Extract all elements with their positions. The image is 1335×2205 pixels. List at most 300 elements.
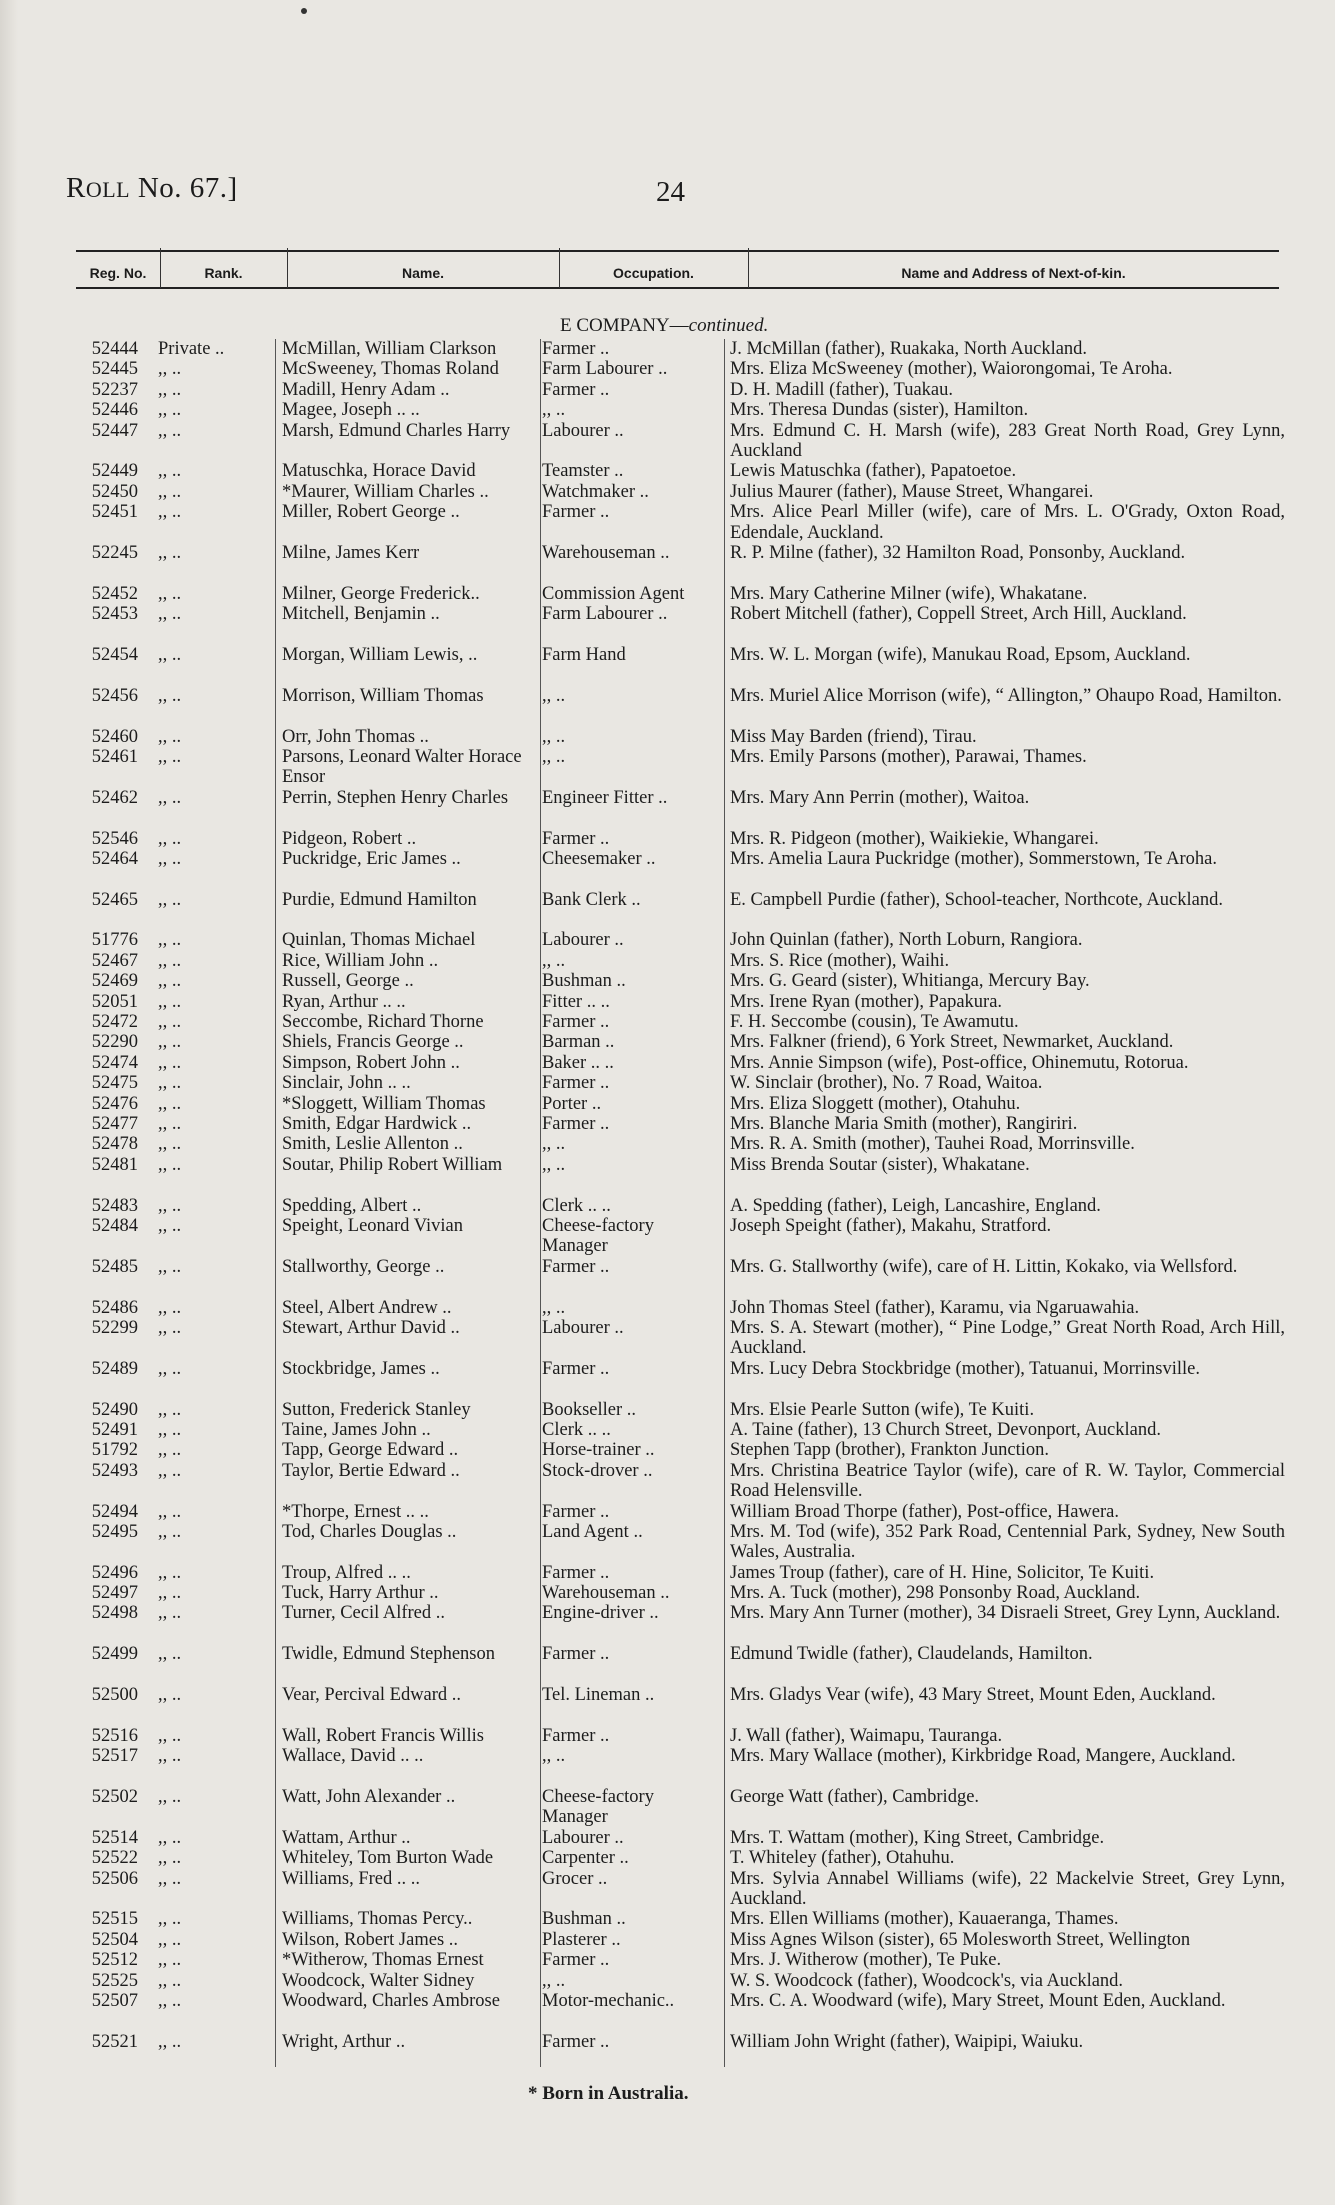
- rank: ,, ..: [158, 1032, 182, 1053]
- rank: ,, ..: [158, 1950, 182, 1971]
- next-of-kin: Joseph Speight (father), Makahu, Stratford.: [730, 1215, 1052, 1236]
- reg-number: 52504: [91, 1929, 138, 1950]
- rank: ,, ..: [158, 726, 182, 747]
- table-row: [0, 1828, 1335, 1848]
- table-row: [0, 1522, 1335, 1563]
- table-row: [0, 747, 1335, 788]
- rank: ,, ..: [158, 1583, 182, 1604]
- table-row: [0, 584, 1335, 604]
- company-continued: continued.: [688, 315, 769, 336]
- soldier-name: Williams, Thomas Percy..: [282, 1909, 473, 1930]
- soldier-name: Wall, Robert Francis Willis: [282, 1725, 484, 1746]
- next-of-kin: Mrs. Mary Ann Perrin (mother), Waitoa.: [730, 787, 1030, 808]
- reg-number: 52484: [91, 1215, 138, 1236]
- soldier-name: Rice, William John ..: [282, 950, 439, 971]
- rank: ,, ..: [158, 930, 182, 951]
- occupation: Farmer ..: [542, 1114, 610, 1134]
- table-row: [0, 1155, 1335, 1196]
- soldier-name: Soutar, Philip Robert William: [282, 1154, 503, 1175]
- rank: ,, ..: [158, 1991, 182, 2011]
- occupation: Fitter .. ..: [542, 991, 610, 1012]
- next-of-kin: James Troup (father), care of H. Hine, Solicitor, Te Kuiti.: [730, 1562, 1155, 1583]
- soldier-name: Tapp, George Edward ..: [282, 1440, 459, 1461]
- reg-number: 52464: [91, 848, 138, 869]
- reg-number: 52522: [91, 1848, 138, 1869]
- soldier-name: Marsh, Edmund Charles Harry: [282, 420, 511, 441]
- table-row: [0, 461, 1335, 481]
- soldier-name: Williams, Fred .. ..: [282, 1868, 420, 1889]
- table-row: [0, 421, 1335, 462]
- soldier-name: Mitchell, Benjamin ..: [282, 604, 440, 625]
- reg-number: 52512: [91, 1950, 138, 1971]
- next-of-kin: R. P. Milne (father), 32 Hamilton Road, Ponsonby, Auckland.: [730, 542, 1186, 563]
- reg-number: 52516: [91, 1725, 138, 1746]
- table-row: [0, 1012, 1335, 1032]
- table-row: [0, 1583, 1335, 1603]
- reg-number: 52502: [91, 1787, 138, 1808]
- reg-number: 51792: [91, 1440, 138, 1461]
- rank: ,, ..: [158, 359, 182, 380]
- rank: ,, ..: [158, 1358, 182, 1379]
- reg-number: 52506: [91, 1868, 138, 1889]
- reg-number: 52444: [91, 339, 138, 359]
- occupation: Farmer ..: [542, 1501, 610, 1522]
- occupation: ,, ..: [542, 685, 566, 706]
- ink-speck: [301, 8, 307, 14]
- next-of-kin: Lewis Matuschka (father), Papatoetoe.: [730, 461, 1017, 482]
- reg-number: 52454: [91, 644, 138, 665]
- occupation: Farmer ..: [542, 2031, 610, 2052]
- soldier-name: Tuck, Harry Arthur ..: [282, 1583, 439, 1604]
- rank: Private ..: [158, 339, 225, 359]
- rank: ,, ..: [158, 1052, 182, 1073]
- soldier-name: Miller, Robert George ..: [282, 502, 460, 523]
- rank: ,, ..: [158, 1440, 182, 1461]
- table-row: [0, 1869, 1335, 1910]
- occupation: Commission Agent: [542, 583, 685, 604]
- reg-number: 52299: [91, 1317, 138, 1338]
- rank: ,, ..: [158, 1093, 182, 1114]
- reg-number: 52462: [91, 787, 138, 808]
- table-row: [0, 1420, 1335, 1440]
- rank: ,, ..: [158, 1725, 182, 1746]
- rank: ,, ..: [158, 1256, 182, 1277]
- rank: ,, ..: [158, 542, 182, 563]
- soldier-name: Madill, Henry Adam ..: [282, 379, 450, 400]
- next-of-kin: Mrs. Gladys Vear (wife), 43 Mary Street, Mount Eden, Auckland.: [730, 1685, 1216, 1706]
- table-row: [0, 482, 1335, 502]
- col-header-occupation: Occupation.: [613, 265, 694, 281]
- table-row: [0, 645, 1335, 686]
- next-of-kin: Mrs. Sylvia Annabel Williams (wife), 22 Mackelvie Street, Grey Lynn, Auckland.: [730, 1868, 1285, 1910]
- next-of-kin: Mrs. Eliza McSweeney (mother), Waiorongomai, Te Aroha.: [730, 359, 1173, 380]
- reg-number: 52469: [91, 971, 138, 992]
- occupation: Farmer ..: [542, 1256, 610, 1277]
- occupation: Farmer ..: [542, 502, 610, 523]
- reg-number: 52525: [91, 1970, 138, 1991]
- soldier-name: Stallworthy, George ..: [282, 1256, 445, 1277]
- rank: ,, ..: [158, 1399, 182, 1420]
- soldier-name: Milne, James Kerr: [282, 542, 420, 563]
- reg-number: 52461: [91, 746, 138, 767]
- soldier-name: Purdie, Edmund Hamilton: [282, 889, 477, 910]
- reg-number: 52472: [91, 1012, 138, 1033]
- rank: ,, ..: [158, 950, 182, 971]
- next-of-kin: E. Campbell Purdie (father), School-teacher, Northcote, Auckland.: [730, 889, 1223, 910]
- next-of-kin: John Thomas Steel (father), Karamu, via Ngaruawahia.: [730, 1297, 1140, 1318]
- soldier-name: *Thorpe, Ernest .. ..: [282, 1501, 429, 1522]
- rank: ,, ..: [158, 461, 182, 482]
- table-row: [0, 1950, 1335, 1970]
- reg-number: 52490: [91, 1399, 138, 1420]
- reg-number: 52546: [91, 828, 138, 849]
- soldier-name: *Witherow, Thomas Ernest: [282, 1950, 484, 1971]
- occupation: ,, ..: [542, 1970, 566, 1991]
- next-of-kin: Mrs. Blanche Maria Smith (mother), Rangiriri.: [730, 1114, 1078, 1134]
- table-row: [0, 788, 1335, 829]
- reg-number: 52476: [91, 1093, 138, 1114]
- rank: ,, ..: [158, 1827, 182, 1848]
- occupation: Engineer Fitter ..: [542, 787, 668, 808]
- next-of-kin: Mrs. Mary Catherine Milner (wife), Whakatane.: [730, 583, 1088, 604]
- next-of-kin: Mrs. Mary Wallace (mother), Kirkbridge Road, Mangere, Auckland.: [730, 1746, 1236, 1767]
- soldier-name: Magee, Joseph .. ..: [282, 400, 420, 421]
- occupation: Engine-driver ..: [542, 1603, 659, 1624]
- table-row: [0, 1053, 1335, 1073]
- next-of-kin: Mrs. J. Witherow (mother), Te Puke.: [730, 1950, 1002, 1971]
- reg-number: 52465: [91, 889, 138, 910]
- soldier-name: McSweeney, Thomas Roland: [282, 359, 499, 380]
- footnote: * Born in Australia.: [528, 2083, 689, 2104]
- next-of-kin: Mrs. Alice Pearl Miller (wife), care of Mrs. L. O'Grady, Oxton Road, Edendale, Auckland.: [730, 502, 1285, 543]
- rank: ,, ..: [158, 1154, 182, 1175]
- table-row: [0, 1196, 1335, 1216]
- rank: ,, ..: [158, 379, 182, 400]
- col-header-rank: Rank.: [204, 265, 243, 281]
- soldier-name: Steel, Albert Andrew ..: [282, 1297, 452, 1318]
- soldier-name: Ryan, Arthur .. ..: [282, 991, 406, 1012]
- soldier-name: Seccombe, Richard Thorne: [282, 1012, 484, 1033]
- occupation: ,, ..: [542, 726, 566, 747]
- table-row: [0, 2032, 1335, 2052]
- rank: ,, ..: [158, 746, 182, 767]
- soldier-name: Wright, Arthur ..: [282, 2031, 406, 2052]
- soldier-name: Sutton, Frederick Stanley: [282, 1399, 471, 1420]
- soldier-name: Speight, Leonard Vivian: [282, 1215, 463, 1236]
- reg-number: 52517: [91, 1746, 138, 1767]
- rank: ,, ..: [158, 2031, 182, 2052]
- next-of-kin: Mrs. R. A. Smith (mother), Tauhei Road, Morrinsville.: [730, 1134, 1135, 1155]
- reg-number: 52485: [91, 1256, 138, 1277]
- next-of-kin: Mrs. Edmund C. H. Marsh (wife), 283 Great North Road, Grey Lynn, Auckland: [730, 420, 1285, 461]
- rank: ,, ..: [158, 604, 182, 625]
- table-row: [0, 971, 1335, 991]
- table-row: [0, 1400, 1335, 1420]
- table-row: [0, 502, 1335, 543]
- next-of-kin: Mrs. Christina Beatrice Taylor (wife), care of R. W. Taylor, Commercial Road Helensville.: [730, 1460, 1285, 1502]
- soldier-name: Smith, Leslie Allenton ..: [282, 1134, 463, 1155]
- occupation: Farmer ..: [542, 1950, 610, 1971]
- col-header-reg: Reg. No.: [89, 265, 147, 281]
- table-row: [0, 1094, 1335, 1114]
- occupation: Tel. Lineman ..: [542, 1685, 655, 1706]
- rank: ,, ..: [158, 828, 182, 849]
- occupation: ,, ..: [542, 950, 566, 971]
- reg-number: 52475: [91, 1073, 138, 1094]
- next-of-kin: Mrs. W. L. Morgan (wife), Manukau Road, Epsom, Auckland.: [730, 644, 1191, 665]
- rank: ,, ..: [158, 502, 182, 523]
- soldier-name: Matuschka, Horace David: [282, 461, 476, 482]
- next-of-kin: A. Spedding (father), Leigh, Lancashire, England.: [730, 1195, 1101, 1216]
- soldier-name: Quinlan, Thomas Michael: [282, 930, 476, 951]
- reg-number: 52489: [91, 1358, 138, 1379]
- soldier-name: Pidgeon, Robert ..: [282, 828, 417, 849]
- table-row: [0, 1685, 1335, 1726]
- rank: ,, ..: [158, 889, 182, 910]
- rank: ,, ..: [158, 420, 182, 441]
- occupation: Warehouseman ..: [542, 1583, 670, 1604]
- next-of-kin: W. S. Woodcock (father), Woodcock's, via Auckland.: [730, 1970, 1124, 1991]
- rank: ,, ..: [158, 1297, 182, 1318]
- reg-number: 52477: [91, 1114, 138, 1134]
- table-row: [0, 1440, 1335, 1460]
- occupation: Labourer ..: [542, 1317, 624, 1338]
- rank: ,, ..: [158, 1868, 182, 1889]
- table-row: [0, 1216, 1335, 1257]
- reg-number: 52498: [91, 1603, 138, 1624]
- next-of-kin: Mrs. Eliza Sloggett (mother), Otahuhu.: [730, 1093, 1021, 1114]
- occupation: Bushman ..: [542, 1909, 626, 1930]
- next-of-kin: Mrs. G. Geard (sister), Whitianga, Mercury Bay.: [730, 971, 1090, 992]
- next-of-kin: Mrs. Falkner (friend), 6 York Street, Newmarket, Auckland.: [730, 1032, 1174, 1053]
- occupation: Cheese-factory Manager: [542, 1787, 654, 1828]
- soldier-name: Shiels, Francis George ..: [282, 1032, 464, 1053]
- rank: ,, ..: [158, 848, 182, 869]
- next-of-kin: Mrs. Amelia Laura Puckridge (mother), Sommerstown, Te Aroha.: [730, 848, 1217, 869]
- table-row: [0, 1930, 1335, 1950]
- next-of-kin: Mrs. Mary Ann Turner (mother), 34 Disraeli Street, Grey Lynn, Auckland.: [730, 1603, 1281, 1624]
- reg-number: 52290: [91, 1032, 138, 1053]
- occupation: Grocer ..: [542, 1868, 608, 1889]
- occupation: Farm Labourer ..: [542, 359, 668, 380]
- reg-number: 52481: [91, 1154, 138, 1175]
- reg-number: 52491: [91, 1419, 138, 1440]
- occupation: Clerk .. ..: [542, 1419, 611, 1440]
- occupation: Farm Hand: [542, 644, 626, 665]
- next-of-kin: Mrs. Annie Simpson (wife), Post-office, Ohinemutu, Rotorua.: [730, 1052, 1189, 1073]
- rank: ,, ..: [158, 971, 182, 992]
- next-of-kin: Miss Agnes Wilson (sister), 65 Molesworth Street, Wellington: [730, 1929, 1191, 1950]
- table-row: [0, 686, 1335, 727]
- occupation: Porter ..: [542, 1093, 602, 1114]
- table-row: [0, 359, 1335, 379]
- occupation: Farmer ..: [542, 1725, 610, 1746]
- company-heading: [560, 315, 768, 337]
- reg-number: 52460: [91, 726, 138, 747]
- soldier-name: Taylor, Bertie Edward ..: [282, 1460, 460, 1481]
- table-row: [0, 829, 1335, 849]
- rank: ,, ..: [158, 1134, 182, 1155]
- table-row: [0, 400, 1335, 420]
- rank: ,, ..: [158, 1073, 182, 1094]
- soldier-name: Perrin, Stephen Henry Charles: [282, 787, 509, 808]
- next-of-kin: Mrs. Muriel Alice Morrison (wife), “ Allington,” Ohaupo Road, Hamilton.: [730, 685, 1282, 706]
- reg-number: 52499: [91, 1644, 138, 1665]
- table-row: [0, 951, 1335, 971]
- table-row: [0, 1359, 1335, 1400]
- reg-number: 52497: [91, 1583, 138, 1604]
- occupation: Motor-mechanic..: [542, 1991, 675, 2011]
- reg-number: 52451: [91, 502, 138, 523]
- table-row: [0, 1298, 1335, 1318]
- reg-number: 52495: [91, 1521, 138, 1542]
- next-of-kin: Mrs. T. Wattam (mother), King Street, Cambridge.: [730, 1827, 1105, 1848]
- rank: ,, ..: [158, 1970, 182, 1991]
- next-of-kin: Mrs. S. A. Stewart (mother), “ Pine Lodge,” Great North Road, Arch Hill, Auckland.: [730, 1317, 1285, 1359]
- table-row: [0, 1461, 1335, 1502]
- next-of-kin: Mrs. G. Stallworthy (wife), care of H. Littin, Kokako, via Wellsford.: [730, 1256, 1238, 1277]
- rank: ,, ..: [158, 1419, 182, 1440]
- occupation: Plasterer ..: [542, 1929, 621, 1950]
- rank: ,, ..: [158, 400, 182, 421]
- next-of-kin: Mrs. Irene Ryan (mother), Papakura.: [730, 991, 1003, 1012]
- rank: ,, ..: [158, 1195, 182, 1216]
- next-of-kin: Mrs. R. Pidgeon (mother), Waikiekie, Whangarei.: [730, 828, 1099, 849]
- next-of-kin: Mrs. Elsie Pearle Sutton (wife), Te Kuiti.: [730, 1399, 1035, 1420]
- occupation: Bushman ..: [542, 971, 626, 992]
- next-of-kin: D. H. Madill (father), Tuakau.: [730, 379, 953, 400]
- next-of-kin: Miss May Barden (friend), Tirau.: [730, 726, 977, 747]
- rank: ,, ..: [158, 644, 182, 665]
- soldier-name: Puckridge, Eric James ..: [282, 848, 461, 869]
- soldier-name: Smith, Edgar Hardwick ..: [282, 1114, 472, 1134]
- occupation: Land Agent ..: [542, 1521, 643, 1542]
- rank: ,, ..: [158, 1787, 182, 1808]
- occupation: ,, ..: [542, 1297, 566, 1318]
- reg-number: 52446: [91, 400, 138, 421]
- reg-number: 52515: [91, 1909, 138, 1930]
- occupation: ,, ..: [542, 1746, 566, 1767]
- rank: ,, ..: [158, 1562, 182, 1583]
- rank: ,, ..: [158, 1929, 182, 1950]
- occupation: Barman ..: [542, 1032, 615, 1053]
- reg-number: 52051: [91, 991, 138, 1012]
- table-row: [0, 1114, 1335, 1134]
- reg-number: 52494: [91, 1501, 138, 1522]
- rank: ,, ..: [158, 1603, 182, 1624]
- occupation: Clerk .. ..: [542, 1195, 611, 1216]
- table-row: [0, 1971, 1335, 1991]
- soldier-name: Woodcock, Walter Sidney: [282, 1970, 475, 1991]
- next-of-kin: F. H. Seccombe (cousin), Te Awamutu.: [730, 1012, 1019, 1033]
- rank: ,, ..: [158, 685, 182, 706]
- next-of-kin: Mrs. C. A. Woodward (wife), Mary Street, Mount Eden, Auckland.: [730, 1991, 1226, 2011]
- soldier-name: Milner, George Frederick..: [282, 583, 480, 604]
- occupation: ,, ..: [542, 400, 566, 421]
- soldier-name: Morgan, William Lewis, ..: [282, 644, 478, 665]
- next-of-kin: Mrs. Emily Parsons (mother), Parawai, Thames.: [730, 746, 1087, 767]
- soldier-name: *Sloggett, William Thomas: [282, 1093, 486, 1114]
- next-of-kin: John Quinlan (father), North Loburn, Rangiora.: [730, 930, 1083, 951]
- next-of-kin: W. Sinclair (brother), No. 7 Road, Waitoa.: [730, 1073, 1043, 1094]
- rank: ,, ..: [158, 991, 182, 1012]
- reg-number: 52493: [91, 1460, 138, 1481]
- occupation: Teamster ..: [542, 461, 624, 482]
- occupation: Farmer ..: [542, 1358, 610, 1379]
- next-of-kin: Robert Mitchell (father), Coppell Street, Arch Hill, Auckland.: [730, 604, 1187, 625]
- roll-number: [66, 172, 238, 205]
- reg-number: 52245: [91, 542, 138, 563]
- next-of-kin: Edmund Twidle (father), Claudelands, Hamilton.: [730, 1644, 1093, 1665]
- rank: ,, ..: [158, 1521, 182, 1542]
- soldier-name: Stockbridge, James ..: [282, 1358, 440, 1379]
- reg-number: 52450: [91, 481, 138, 502]
- soldier-name: Tod, Charles Douglas ..: [282, 1521, 457, 1542]
- table-row: [0, 1787, 1335, 1828]
- table-row: [0, 1073, 1335, 1093]
- occupation: Farmer ..: [542, 379, 610, 400]
- next-of-kin: William John Wright (father), Waipipi, Waiuku.: [730, 2031, 1084, 2052]
- soldier-name: Wattam, Arthur ..: [282, 1827, 411, 1848]
- reg-number: 52483: [91, 1195, 138, 1216]
- next-of-kin: Mrs. A. Tuck (mother), 298 Ponsonby Road, Auckland.: [730, 1583, 1141, 1604]
- next-of-kin: William Broad Thorpe (father), Post-office, Hawera.: [730, 1501, 1119, 1522]
- rank: ,, ..: [158, 583, 182, 604]
- rank: ,, ..: [158, 1317, 182, 1338]
- reg-number: 52467: [91, 950, 138, 971]
- reg-number: 52514: [91, 1827, 138, 1848]
- table-row: [0, 1257, 1335, 1298]
- reg-number: 52456: [91, 685, 138, 706]
- rank: ,, ..: [158, 481, 182, 502]
- table-row: [0, 992, 1335, 1012]
- next-of-kin: J. McMillan (father), Ruakaka, North Auckland.: [730, 339, 1088, 359]
- reg-number: 51776: [91, 930, 138, 951]
- table-row: [0, 1746, 1335, 1787]
- soldier-name: Vear, Percival Edward ..: [282, 1685, 462, 1706]
- rank: ,, ..: [158, 1501, 182, 1522]
- rank: ,, ..: [158, 1114, 182, 1134]
- roll-tail: No. 67.]: [130, 172, 238, 204]
- col-header-name: Name.: [401, 265, 445, 281]
- next-of-kin: Julius Maurer (father), Mause Street, Whangarei.: [730, 481, 1094, 502]
- roll-initial: R: [66, 172, 86, 204]
- table-row: [0, 1848, 1335, 1868]
- occupation: Labourer ..: [542, 1827, 624, 1848]
- table-row: [0, 1318, 1335, 1359]
- occupation: Farmer ..: [542, 828, 610, 849]
- soldier-name: Troup, Alfred .. ..: [282, 1562, 411, 1583]
- next-of-kin: Mrs. Theresa Dundas (sister), Hamilton.: [730, 400, 1029, 421]
- header-rule-top: [76, 250, 1279, 252]
- occupation: ,, ..: [542, 1134, 566, 1155]
- reg-number: 52445: [91, 359, 138, 380]
- occupation: Farmer ..: [542, 1562, 610, 1583]
- occupation: Watchmaker ..: [542, 481, 649, 502]
- rank: ,, ..: [158, 1215, 182, 1236]
- rank: ,, ..: [158, 1746, 182, 1767]
- reg-number: 52452: [91, 583, 138, 604]
- rank: ,, ..: [158, 787, 182, 808]
- occupation: Labourer ..: [542, 930, 624, 951]
- table-row: [0, 339, 1335, 359]
- table-row: [0, 1563, 1335, 1583]
- table-row: [0, 890, 1335, 931]
- rank: ,, ..: [158, 1460, 182, 1481]
- soldier-name: McMillan, William Clarkson: [282, 339, 497, 359]
- rank: ,, ..: [158, 1012, 182, 1033]
- table-row: [0, 543, 1335, 584]
